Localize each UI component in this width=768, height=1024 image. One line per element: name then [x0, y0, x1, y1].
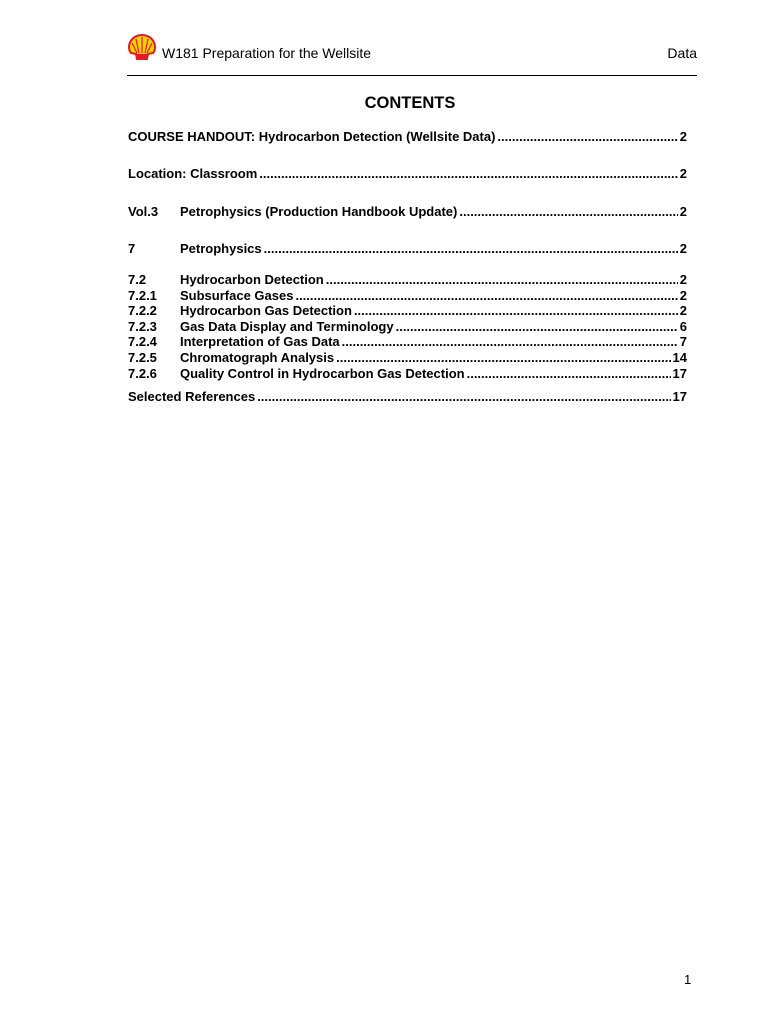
- toc-entry-7-2-1[interactable]: [128, 288, 687, 304]
- toc-entry-page: 7: [679, 334, 687, 349]
- toc-entry-title: Interpretation of Gas Data: [180, 334, 340, 349]
- toc-entry-page: 2: [679, 166, 687, 181]
- header-section-label: Data: [667, 45, 697, 61]
- toc-entry-page: 6: [679, 319, 687, 334]
- shell-logo-icon: [127, 33, 157, 61]
- toc-entry-page: 2: [679, 303, 687, 318]
- toc-entry-page: 17: [672, 389, 687, 404]
- toc-leader-dots: [264, 241, 678, 257]
- toc-entry-number: 7.2.5: [128, 350, 157, 365]
- toc-entry-7-2[interactable]: [128, 272, 687, 288]
- toc-entry-7-2-4[interactable]: [128, 334, 687, 350]
- toc-leader-dots: [259, 166, 677, 182]
- toc-entry-number: 7.2.6: [128, 366, 157, 381]
- toc-entry-title: Location: Classroom: [128, 166, 258, 181]
- toc-leader-dots: [497, 129, 677, 145]
- toc-entry-number: Vol.3: [128, 204, 159, 219]
- toc-leader-dots: [396, 319, 678, 335]
- toc-leader-dots: [459, 204, 677, 220]
- toc-entry-number: 7.2.1: [128, 288, 157, 303]
- toc-leader-dots: [467, 366, 671, 382]
- toc-leader-dots: [342, 334, 678, 350]
- toc-entry-title: Hydrocarbon Detection: [180, 272, 324, 287]
- toc-entry-vol3[interactable]: [128, 204, 687, 220]
- toc-entry-title: Petrophysics (Production Handbook Update): [180, 204, 458, 219]
- toc-entry-7-2-3[interactable]: [128, 319, 687, 335]
- toc-entry-title: Selected References: [128, 389, 256, 404]
- toc-entry-selected-references[interactable]: [128, 389, 687, 405]
- toc-entry-7-2-5[interactable]: [128, 350, 687, 366]
- toc-entry-number: 7.2.4: [128, 334, 157, 349]
- toc-entry-page: 17: [672, 366, 687, 381]
- toc-entry-title: Petrophysics: [180, 241, 262, 256]
- toc-entry-course-handout[interactable]: [128, 129, 687, 145]
- toc-entry-title: COURSE HANDOUT: Hydrocarbon Detection (Wellsite Data): [128, 129, 496, 144]
- toc-entry-title: Quality Control in Hydrocarbon Gas Detection: [180, 366, 465, 381]
- toc-entry-page: 2: [679, 241, 687, 256]
- toc-entry-7-2-6[interactable]: [128, 366, 687, 382]
- toc-entry-page: 14: [672, 350, 687, 365]
- toc-entry-number: 7.2: [128, 272, 147, 287]
- page-title: CONTENTS: [364, 94, 456, 112]
- toc-entry-7[interactable]: [128, 241, 687, 257]
- toc-entry-number: 7.2.3: [128, 319, 157, 334]
- toc-entry-page: 2: [679, 288, 687, 303]
- header-title: W181 Preparation for the Wellsite: [162, 45, 372, 61]
- toc-entry-page: 2: [679, 204, 687, 219]
- toc-entry-location[interactable]: [128, 166, 687, 182]
- page-number: 1: [684, 972, 692, 987]
- toc-leader-dots: [295, 288, 677, 304]
- toc-leader-dots: [326, 272, 678, 288]
- toc-entry-number: 7.2.2: [128, 303, 157, 318]
- toc-entry-7-2-2[interactable]: [128, 303, 687, 319]
- toc-entry-page: 2: [679, 129, 687, 144]
- toc-entry-number: 7: [128, 241, 136, 256]
- toc-entry-title: Gas Data Display and Terminology: [180, 319, 394, 334]
- toc-leader-dots: [336, 350, 670, 366]
- toc-entry-title: Subsurface Gases: [180, 288, 294, 303]
- toc-entry-title: Hydrocarbon Gas Detection: [180, 303, 352, 318]
- toc-leader-dots: [257, 389, 670, 405]
- toc-entry-title: Chromatograph Analysis: [180, 350, 335, 365]
- toc-entry-page: 2: [679, 272, 687, 287]
- page-header: [127, 33, 697, 76]
- toc-leader-dots: [354, 303, 678, 319]
